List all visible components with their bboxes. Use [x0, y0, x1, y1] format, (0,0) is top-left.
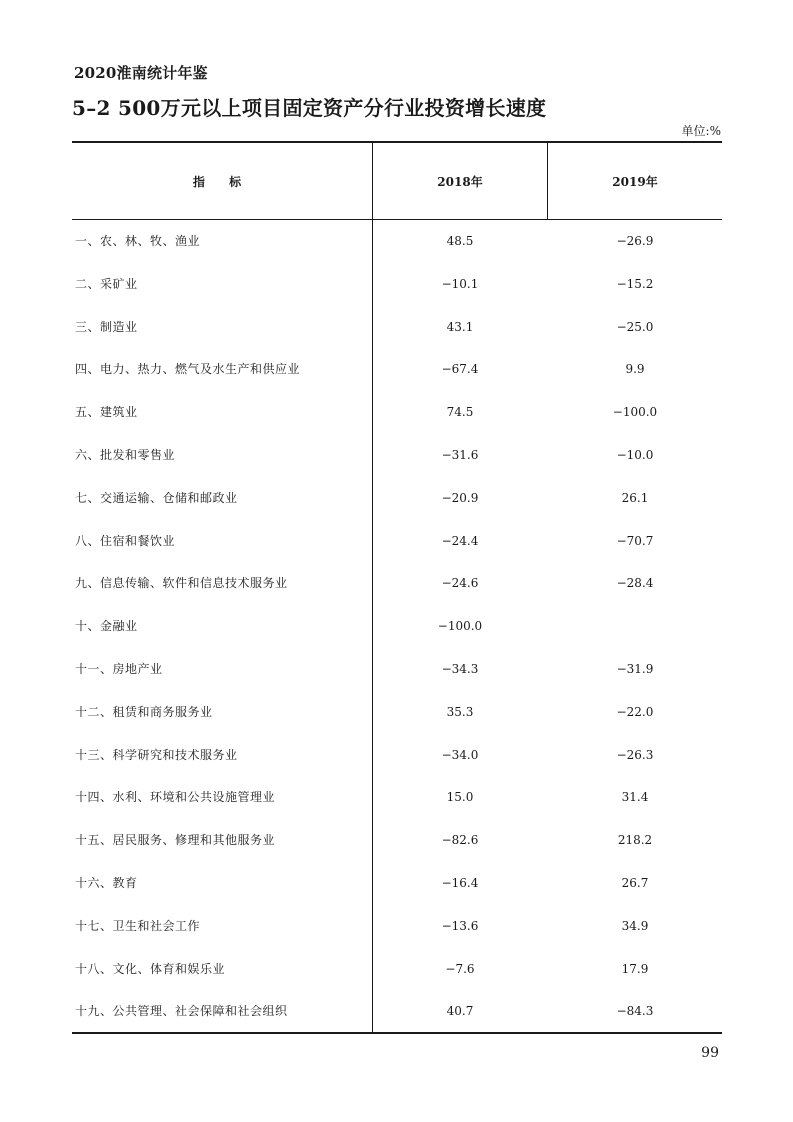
unit-label: 单位:% [681, 124, 721, 138]
value-2018-cell: 15.0 [446, 790, 474, 805]
value-2019-cell: −31.9 [616, 661, 654, 676]
indicator-cell: 十二、租赁和商务服务业 [75, 704, 213, 719]
indicator-cell: 十八、文化、体育和娱乐业 [75, 961, 226, 976]
indicator-cell: 十六、教育 [75, 875, 138, 890]
indicator-cell: 二、采矿业 [75, 276, 138, 291]
table-row [0, 359, 793, 402]
value-2019-cell: 26.1 [621, 490, 649, 505]
indicator-cell: 十五、居民服务、修理和其他服务业 [75, 833, 276, 848]
indicator-cell: 九、信息传输、软件和信息技术服务业 [75, 576, 288, 591]
value-2019-cell: −26.9 [616, 234, 654, 248]
table-row [0, 488, 793, 531]
table-body [0, 231, 793, 1044]
value-2018-cell: −67.4 [441, 362, 479, 377]
value-2018-cell: −100.0 [437, 619, 483, 634]
indicator-cell: 四、电力、热力、燃气及水生产和供应业 [75, 362, 301, 377]
table-row [0, 231, 793, 274]
value-2019-cell: 218.2 [617, 833, 653, 848]
indicator-cell: 十四、水利、环境和公共设施管理业 [75, 790, 276, 805]
value-2019-cell: −84.3 [616, 1004, 654, 1019]
table-row [0, 1001, 793, 1044]
table-row [0, 402, 793, 445]
value-2019-cell: −26.3 [616, 747, 654, 762]
table-header-rule [72, 219, 722, 220]
table-row [0, 616, 793, 659]
indicator-cell: 十三、科学研究和技术服务业 [75, 747, 238, 762]
indicator-cell: 十一、房地产业 [75, 661, 163, 676]
page-number: 99 [701, 1045, 719, 1061]
value-2018-cell: −10.1 [441, 276, 479, 291]
value-2018-cell: −20.9 [441, 490, 479, 505]
value-2019-cell: 34.9 [621, 918, 649, 933]
indicator-cell: 一、农、林、牧、渔业 [75, 234, 201, 248]
table-row [0, 873, 793, 916]
indicator-cell: 十七、卫生和社会工作 [75, 918, 201, 933]
book-title: 2020淮南统计年鉴 [74, 64, 208, 82]
table-row [0, 659, 793, 702]
table-row [0, 702, 793, 745]
value-2018-cell: 35.3 [446, 704, 474, 719]
value-2018-cell: −7.6 [445, 961, 475, 976]
indicator-cell: 五、建筑业 [75, 405, 138, 420]
value-2018-cell: 48.5 [446, 234, 474, 248]
column-header-indicator: 指 标 [192, 175, 252, 189]
table-row [0, 745, 793, 788]
indicator-cell: 八、住宿和餐饮业 [75, 533, 176, 548]
value-2018-cell: −34.0 [441, 747, 479, 762]
table-row [0, 531, 793, 574]
table-row [0, 317, 793, 360]
value-2019-cell: 9.9 [625, 362, 645, 377]
table-row [0, 274, 793, 317]
column-header-2018: 2018年 [437, 175, 483, 189]
value-2018-cell: 40.7 [446, 1004, 474, 1019]
table-row [0, 445, 793, 488]
table-top-rule [72, 141, 722, 143]
indicator-cell: 十、金融业 [75, 619, 138, 634]
value-2019-cell: −25.0 [616, 319, 654, 334]
value-2019-cell: 31.4 [621, 790, 649, 805]
value-2018-cell: −13.6 [441, 918, 479, 933]
value-2018-cell: −82.6 [441, 833, 479, 848]
column-header-2019: 2019年 [612, 175, 658, 189]
value-2018-cell: −31.6 [441, 447, 479, 462]
value-2019-cell: −70.7 [616, 533, 654, 548]
value-2018-cell: −24.6 [441, 576, 479, 591]
table-row [0, 573, 793, 616]
value-2018-cell: −34.3 [441, 661, 479, 676]
value-2018-cell: 74.5 [446, 405, 474, 420]
table-title: 5–2 500万元以上项目固定资产分行业投资增长速度 [72, 96, 547, 120]
value-2019-cell: 17.9 [621, 961, 649, 976]
value-2019-cell: −15.2 [616, 276, 654, 291]
value-2018-cell: −24.4 [441, 533, 479, 548]
value-2019-cell: −10.0 [616, 447, 654, 462]
value-2019-cell: 26.7 [621, 875, 649, 890]
table-row [0, 787, 793, 830]
value-2019-cell: −22.0 [616, 704, 654, 719]
value-2018-cell: 43.1 [446, 319, 474, 334]
value-2019-cell: −100.0 [612, 405, 658, 420]
indicator-cell: 七、交通运输、仓储和邮政业 [75, 490, 238, 505]
value-2018-cell: −16.4 [441, 875, 479, 890]
indicator-cell: 三、制造业 [75, 319, 138, 334]
value-2019-cell: −28.4 [616, 576, 654, 591]
table-row [0, 959, 793, 1002]
table-row [0, 916, 793, 959]
indicator-cell: 六、批发和零售业 [75, 447, 176, 462]
indicator-cell: 十九、公共管理、社会保障和社会组织 [75, 1004, 288, 1019]
table-row [0, 830, 793, 873]
